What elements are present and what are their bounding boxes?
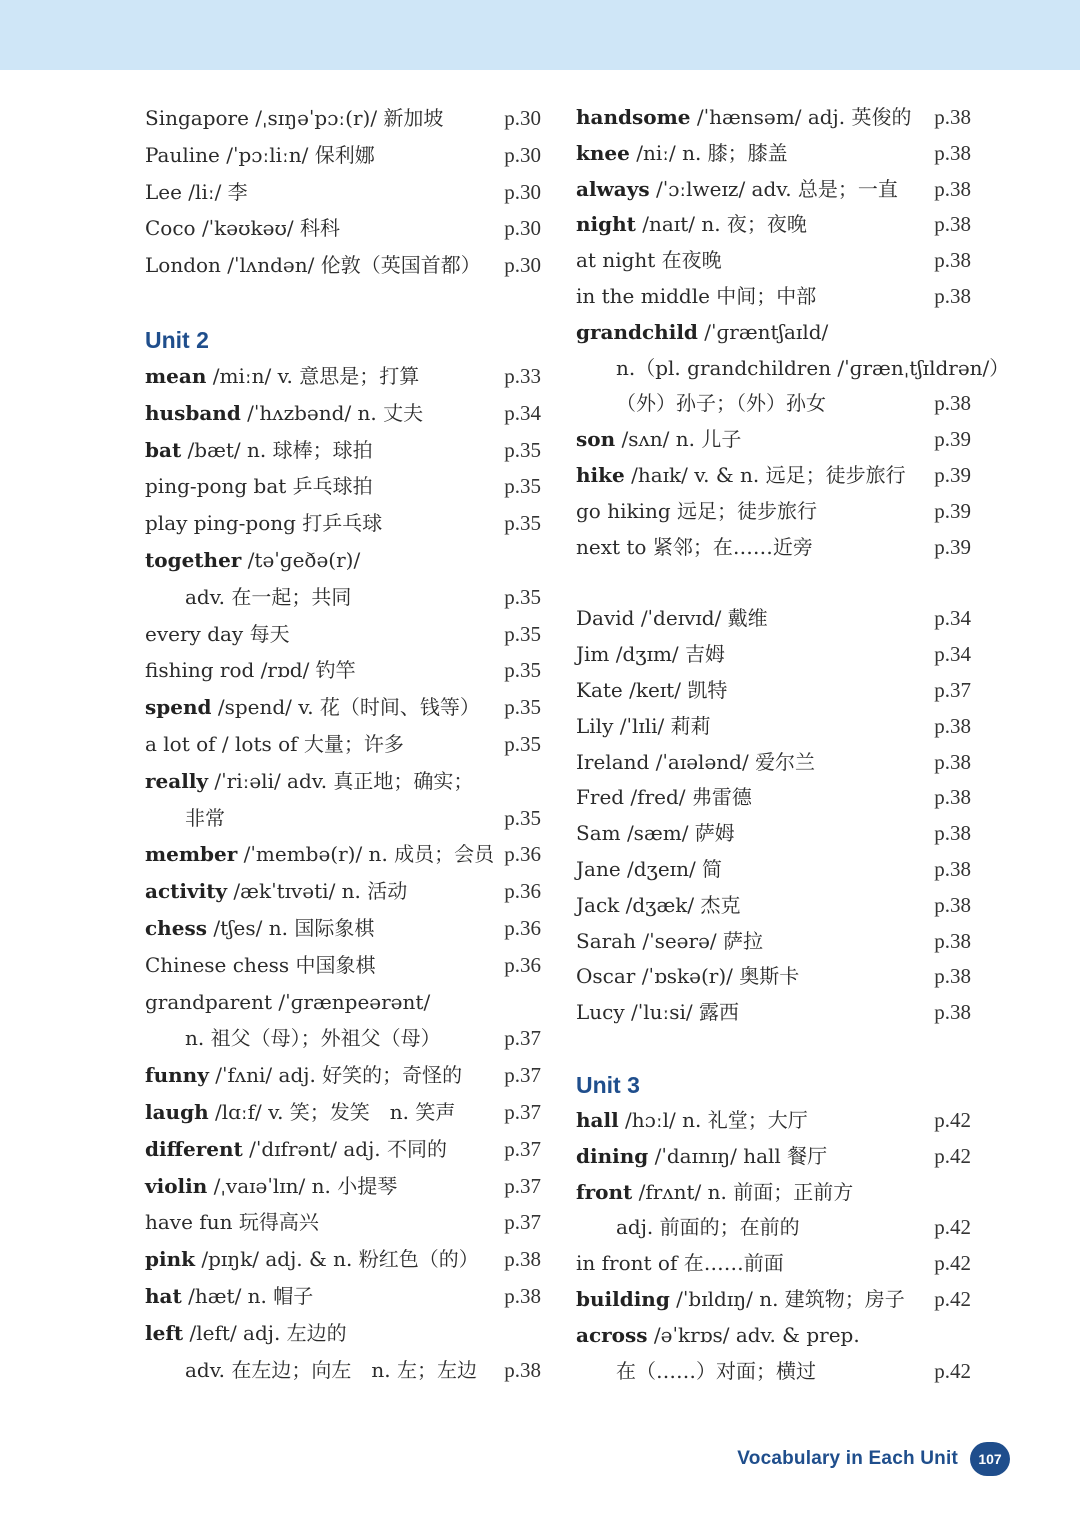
page-reference: p.39: [934, 498, 971, 523]
page-reference: p.38: [934, 713, 971, 738]
page-reference: p.35: [504, 437, 541, 462]
page-reference: p.42: [934, 1107, 971, 1132]
vocab-entry: [145, 505, 545, 542]
entry-text: Singapore /ˌsɪŋəˈpɔː(r)/ 新加坡: [145, 106, 444, 130]
vocab-entry: [145, 1131, 545, 1168]
page-reference: p.38: [934, 176, 971, 201]
page-reference: p.35: [504, 805, 541, 830]
vocab-entry: [576, 530, 976, 566]
entry-text: /ˈbɪldɪŋ/ n. 建筑物；房子: [669, 1286, 905, 1311]
entry-text: /ˈfʌni/ adj. 好笑的；奇怪的: [208, 1063, 463, 1088]
entry-text: Jim /dʒɪm/ 吉姆: [576, 642, 726, 667]
section-gap: [145, 284, 545, 322]
vocab-entry: [576, 422, 976, 458]
entry-text: /spend/ v. 花（时间、钱等）: [211, 695, 480, 720]
entry-text: London /ˈlʌndən/ 伦敦（英国首都）: [145, 253, 481, 278]
entry-text: 在（……）对面；横过: [616, 1358, 816, 1383]
vocab-entry: [576, 995, 976, 1031]
headword: chess: [145, 915, 207, 940]
headword: activity: [145, 879, 228, 904]
page-reference: p.36: [504, 879, 541, 904]
headword: building: [576, 1286, 670, 1311]
vocab-entry: [145, 432, 545, 469]
page-reference: p.38: [504, 1247, 541, 1272]
entry-text: /ˈɔːlweɪz/ adv. 总是；一直: [649, 176, 898, 201]
vocab-entry: [145, 726, 545, 763]
headword: hall: [576, 1107, 619, 1132]
headword: across: [576, 1322, 648, 1347]
entry-text: next to 紧邻；在……近旁: [576, 534, 813, 559]
headword: spend: [145, 695, 212, 720]
page-reference: p.37: [504, 1136, 541, 1161]
page-reference: p.36: [504, 952, 541, 977]
entry-text: /təˈɡeðə(r)/: [241, 547, 361, 572]
entry-text: Jack /dʒæk/ 杰克: [576, 892, 741, 917]
vocab-entry: [145, 542, 545, 579]
page-reference: p.30: [504, 179, 541, 204]
page-number-badge: 107: [970, 1442, 1010, 1476]
page-reference: p.38: [934, 856, 971, 881]
vocab-entry: [145, 1094, 545, 1131]
headword: hike: [576, 462, 625, 487]
page-reference: p.38: [504, 1357, 541, 1382]
entry-text: /ˈdaɪnɪŋ/ hall 餐厅: [648, 1143, 828, 1168]
page-reference: p.35: [504, 695, 541, 720]
page-reference: p.38: [934, 892, 971, 917]
entry-text: a lot of / lots of 大量；许多: [145, 731, 404, 756]
page-reference: p.30: [504, 142, 541, 167]
entry-text: Chinese chess 中国象棋: [145, 952, 376, 977]
vocab-entry: [145, 947, 545, 984]
vocab-entry: [576, 1175, 976, 1211]
vocab-entry: [576, 745, 976, 781]
entry-text: grandparent /ˈɡrænpeərənt/: [145, 989, 431, 1014]
vocab-entry: [576, 709, 976, 745]
unit-heading: Unit 2: [145, 326, 209, 353]
entry-text: /ˈdɪfrənt/ adj. 不同的: [242, 1136, 448, 1161]
headword: different: [145, 1136, 243, 1161]
page-reference: p.37: [504, 1026, 541, 1051]
vocab-entry: [145, 210, 545, 247]
entry-text: have fun 玩得高兴: [145, 1210, 319, 1235]
entry-text: Sarah /ˈseərə/ 萨拉: [576, 928, 764, 953]
page-reference: p.30: [504, 106, 541, 130]
page-reference: p.35: [504, 584, 541, 609]
headword: funny: [145, 1063, 209, 1088]
entry-text: /sʌn/ n. 儿子: [615, 427, 742, 452]
entry-text: /niː/ n. 膝；膝盖: [629, 140, 788, 165]
entry-text: /ˈɡræntʃaɪld/: [697, 319, 829, 344]
vocab-entry: [576, 1282, 976, 1318]
vocab-entry: [576, 852, 976, 888]
page-reference: p.39: [934, 534, 971, 559]
vocab-entry: [576, 959, 976, 995]
vocab-entry: [576, 243, 976, 279]
vocab-entry-continuation: [145, 1020, 545, 1057]
entry-text: /hɔːl/ n. 礼堂；大厅: [618, 1107, 808, 1132]
page-reference: p.38: [934, 105, 971, 129]
entry-text: /ækˈtɪvəti/ n. 活动: [227, 879, 408, 904]
vocab-entry: [145, 1168, 545, 1205]
vocab-entry: [576, 136, 976, 172]
page-reference: p.38: [934, 391, 971, 416]
vocab-entry: [576, 458, 976, 494]
headword: handsome: [576, 105, 691, 129]
page-reference: p.38: [934, 964, 971, 989]
page-reference: p.37: [504, 1210, 541, 1235]
vocab-entry: [145, 1204, 545, 1241]
entry-text: Coco /ˈkəʊkəʊ/ 科科: [145, 216, 340, 241]
headword: member: [145, 842, 238, 867]
page-reference: p.35: [504, 474, 541, 499]
page-reference: p.38: [934, 212, 971, 237]
entry-text: /ˈriːəli/ adv. 真正地；确实；: [208, 768, 474, 793]
entry-text: /naɪt/ n. 夜；夜晚: [635, 212, 807, 237]
page-reference: p.35: [504, 731, 541, 756]
headword: mean: [145, 363, 207, 388]
entry-text: n.（pl. grandchildren /ˈɡrænˌtʃɪldrən/）: [616, 355, 1010, 380]
vocab-entry: [576, 1318, 976, 1354]
page-reference: p.36: [504, 915, 541, 940]
vocab-entry-continuation: [145, 579, 545, 616]
vocab-entry: [145, 652, 545, 689]
unit-heading: Unit 3: [576, 1071, 640, 1098]
entry-text: 非常: [185, 805, 225, 830]
page-reference: p.37: [934, 677, 971, 702]
headword: dining: [576, 1143, 649, 1168]
vocab-entry: [145, 910, 545, 947]
headword: laugh: [145, 1099, 209, 1124]
vocab-entry: [145, 1278, 545, 1315]
vocab-entry: [576, 888, 976, 924]
section-gap: [576, 565, 976, 601]
vocab-entry: [145, 984, 545, 1021]
page-reference: p.42: [934, 1251, 971, 1276]
entry-text: adj. 前面的；在前的: [616, 1215, 800, 1240]
headword: husband: [145, 400, 241, 425]
page-reference: p.30: [504, 253, 541, 278]
page-reference: p.42: [934, 1143, 971, 1168]
entry-text: /lɑːf/ v. 笑；发笑 n. 笑声: [208, 1099, 456, 1124]
headword: violin: [145, 1173, 208, 1198]
entry-text: Ireland /ˈaɪələnd/ 爱尔兰: [576, 749, 816, 774]
page-reference: p.34: [504, 400, 541, 425]
entry-text: Lucy /ˈluːsi/ 露西: [576, 1000, 740, 1025]
page-reference: p.38: [934, 1000, 971, 1025]
page-reference: p.38: [504, 1283, 541, 1308]
entry-text: in the middle 中间；中部: [576, 283, 817, 308]
entry-text: Lee /liː/ 李: [145, 179, 248, 204]
entry-text: fishing rod /rɒd/ 钓竿: [145, 658, 356, 683]
entry-text: in front of 在……前面: [576, 1251, 784, 1276]
section-gap: [576, 1031, 976, 1067]
vocab-entry: [145, 1057, 545, 1094]
entry-text: /bæt/ n. 球棒；球拍: [181, 437, 373, 462]
vocab-entry: [576, 315, 976, 351]
vocab-entry: [145, 1315, 545, 1352]
page-reference: p.42: [934, 1286, 971, 1311]
vocab-entry: [145, 873, 545, 910]
headword: son: [576, 427, 616, 452]
vocab-entry: [145, 1241, 545, 1278]
vocab-entry: [145, 616, 545, 653]
entry-text: （外）孙子；（外）孙女: [616, 391, 826, 416]
vocab-entry: [576, 780, 976, 816]
headword: left: [145, 1320, 184, 1345]
vocab-entry: [576, 924, 976, 960]
entry-text: every day 每天: [145, 621, 290, 646]
vocab-entry: [145, 137, 545, 174]
entry-text: /ˈhʌzbənd/ n. 丈夫: [240, 400, 424, 425]
page-reference: p.30: [504, 216, 541, 241]
vocab-entry: [576, 1103, 976, 1139]
vocab-entry: [576, 207, 976, 243]
entry-text: go hiking 远足；徒步旅行: [576, 498, 818, 523]
vocab-entry: [576, 494, 976, 530]
vocab-entry: [576, 1139, 976, 1175]
page-reference: p.38: [934, 928, 971, 953]
top-color-band: [0, 0, 1080, 70]
page-reference: p.33: [504, 363, 541, 388]
entry-text: ping-pong bat 乒乓球拍: [145, 474, 373, 499]
vocab-entry: [145, 836, 545, 873]
headword: grandchild: [576, 319, 698, 344]
vocab-entry-continuation: [145, 800, 545, 837]
entry-text: /tʃes/ n. 国际象棋: [206, 915, 375, 940]
headword: together: [145, 547, 242, 572]
vocab-entry-continuation: [576, 351, 1010, 387]
page-reference: p.35: [504, 511, 541, 536]
entry-text: /left/ adj. 左边的: [183, 1320, 347, 1345]
right-column: [576, 100, 1010, 1389]
page-reference: p.42: [934, 1358, 971, 1383]
entry-text: Sam /sæm/ 萨姆: [576, 821, 735, 846]
entry-text: Kate /keɪt/ 凯特: [576, 677, 728, 702]
vocab-entry-continuation: [576, 386, 976, 422]
entry-text: at night 在夜晚: [576, 248, 722, 273]
page-reference: p.38: [934, 785, 971, 810]
vocab-entry: [576, 601, 976, 637]
vocab-entry: [576, 673, 976, 709]
vocab-entry: [576, 1246, 976, 1282]
vocab-entry: [576, 637, 976, 673]
vocab-entry: [576, 172, 976, 208]
entry-text: play ping-pong 打乒乓球: [145, 511, 383, 536]
page-reference: p.39: [934, 427, 971, 452]
entry-text: Fred /fred/ 弗雷德: [576, 785, 752, 810]
entry-text: adv. 在一起；共同: [185, 584, 352, 609]
entry-text: /miːn/ v. 意思是；打算: [206, 363, 420, 388]
page-reference: p.38: [934, 140, 971, 165]
footer: [737, 1441, 1010, 1477]
vocab-entry: [145, 174, 545, 211]
entry-text: Pauline /ˈpɔːliːn/ 保利娜: [145, 142, 375, 167]
headword: knee: [576, 140, 630, 165]
vocab-entry: [145, 100, 545, 137]
page-reference: p.38: [934, 248, 971, 273]
vocab-entry: [576, 100, 976, 136]
entry-text: David /ˈdeɪvɪd/ 戴维: [576, 606, 768, 631]
page-reference: p.34: [934, 606, 971, 631]
entry-text: Lily /ˈlɪli/ 莉莉: [576, 713, 711, 738]
vocab-entry-continuation: [576, 1354, 976, 1390]
page-reference: p.39: [934, 462, 971, 487]
page-reference: p.42: [934, 1215, 971, 1240]
page-reference: p.38: [934, 749, 971, 774]
vocab-entry: [145, 468, 545, 505]
vocab-entry: [145, 358, 545, 395]
page-reference: p.34: [934, 642, 971, 667]
vocab-entry-continuation: [576, 1210, 976, 1246]
entry-text: /ˈmembə(r)/ n. 成员；会员: [237, 842, 495, 867]
page-reference: p.37: [504, 1099, 541, 1124]
entry-text: /pɪŋk/ adj. & n. 粉红色（的）: [194, 1247, 479, 1272]
entry-text: /hæt/ n. 帽子: [181, 1283, 314, 1308]
vocab-entry: [145, 395, 545, 432]
vocab-entry: [145, 689, 545, 726]
headword: pink: [145, 1247, 195, 1272]
page-reference: p.36: [504, 842, 541, 867]
vocab-entry-continuation: [145, 1352, 545, 1389]
entry-text: adv. 在左边；向左 n. 左；左边: [185, 1357, 477, 1382]
entry-text: /ˈhænsəm/ adj. 英俊的: [690, 105, 912, 129]
entry-text: /haɪk/ v. & n. 远足；徒步旅行: [624, 462, 906, 487]
footer-title: Vocabulary in Each Unit: [737, 1448, 958, 1469]
vocab-entry: [576, 816, 976, 852]
entry-text: /frʌnt/ n. 前面；正前方: [632, 1179, 854, 1204]
page-reference: p.38: [934, 821, 971, 846]
vocab-entry: [145, 247, 545, 284]
headword: night: [576, 212, 636, 237]
entry-text: /əˈkrɒs/ adv. & prep.: [647, 1322, 860, 1347]
headword: front: [576, 1179, 633, 1204]
page-reference: p.35: [504, 658, 541, 683]
entry-text: n. 祖父（母）；外祖父（母）: [185, 1026, 441, 1051]
left-column: [145, 100, 545, 1388]
page-reference: p.37: [504, 1063, 541, 1088]
entry-text: /ˌvaɪəˈlɪn/ n. 小提琴: [207, 1173, 398, 1198]
headword: really: [145, 768, 209, 793]
headword: bat: [145, 437, 182, 462]
vocab-entry: [576, 279, 976, 315]
entry-text: Oscar /ˈɒskə(r)/ 奥斯卡: [576, 964, 800, 989]
page-reference: p.35: [504, 621, 541, 646]
headword: hat: [145, 1283, 182, 1308]
vocab-entry: [145, 763, 545, 800]
headword: always: [576, 176, 650, 201]
page-reference: p.38: [934, 283, 971, 308]
entry-text: Jane /dʒeɪn/ 简: [576, 856, 723, 881]
page-reference: p.37: [504, 1173, 541, 1198]
